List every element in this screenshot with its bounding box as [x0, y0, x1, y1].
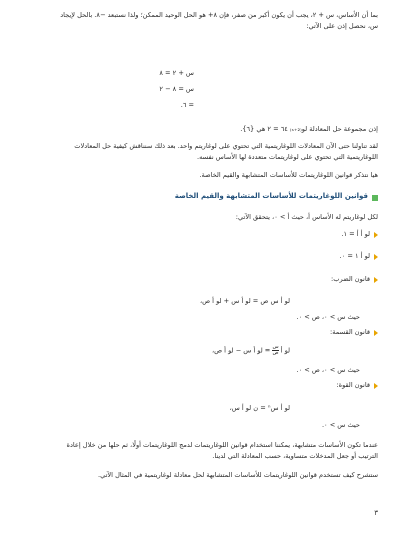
quotient-law-formula	[212, 345, 290, 357]
conclusion: إذن مجموعة حل المعادلة لو₍ₛ₊₂₎ ٦٤ = ٢ هي {٦}.	[240, 125, 378, 133]
outro-paragraph	[20, 440, 378, 462]
outro-line-1: عندما تكون الأساسات متشابهة، يمكننا استخدام قوانين اللوغاريتمات لدمج اللوغاريتمات أولًا، ثم حلها من خلال إعادة	[66, 441, 378, 449]
quotient-formula-rest: = لو أ س − لو أ ص،	[211, 346, 271, 355]
bullet-icon	[374, 254, 378, 260]
outro-line-3: ستشرح كيف تستخدم قوانين اللوغاريتمات للأساسات المتشابهة لحل معادلة لوغاريتمية في المثال الآتي.	[97, 471, 378, 479]
rule-1: لو أ أ = ١.	[341, 230, 370, 238]
step-2: س = ٨ − ٢	[159, 85, 194, 93]
intro-line-2: س، نحصل إذن على الآتي:	[306, 22, 378, 30]
bullet-icon	[374, 383, 378, 389]
paragraph-2-line-1: لقد تناولنا حتى الآن المعادلات اللوغاريتمية التي تحتوي على لوغاريتم واحد. بعد ذلك سنناقش كيفية حل المعادلات	[74, 142, 378, 150]
section-intro: لكل لوغاريتم له الأساس أ، حيث أ > ٠، يتحقق الآتي:	[235, 213, 378, 221]
quotient-numerator: س	[272, 344, 279, 350]
reminder: هيا نتذكر قوانين اللوغاريتمات للأساسات المتشابهة والقيم الخاصة.	[199, 171, 378, 179]
product-law-label: قانون الضرب:	[331, 275, 370, 283]
section-title: قوانين اللوغاريتمات للأساسات المتشابهة والقيم الخاصة	[174, 192, 368, 200]
step-1: س + ٢ = ٨	[159, 69, 194, 77]
bullet-icon	[374, 277, 378, 283]
intro-paragraph	[20, 10, 378, 32]
bullet-icon	[374, 330, 378, 336]
bullet-icon	[374, 232, 378, 238]
quotient-law-label: قانون القسمة:	[330, 328, 370, 336]
page-number: ٣	[374, 509, 378, 517]
quotient-denominator: ص	[272, 350, 279, 356]
power-law-condition: حيث س > ٠.	[321, 421, 360, 429]
quotient-log-prefix: لو أ	[280, 346, 290, 355]
quotient-law-condition: حيث س > ٠، ص > ٠.	[296, 366, 360, 374]
product-law-formula: لو أ س ص = لو أ س + لو أ ص،	[199, 297, 290, 305]
power-law-label: قانون القوة:	[336, 381, 370, 389]
power-law-formula: لو أ سⁿ = ن لو أ س،	[229, 404, 290, 412]
paragraph-2-line-2: اللوغاريتمية التي تحتوي على لوغاريتمات متعددة لها الأساس نفسه.	[197, 153, 378, 161]
intro-line-1: بما أن الأساس، س + ٢، يجب أن يكون أكبر من صفر، فإن ٨+ هو الحل الوحيد الممكن؛ ولذا نستبعد −٨. بالحل لإيجاد	[60, 11, 378, 19]
rule-2: لو أ ١ = ٠.	[339, 252, 370, 260]
section-square-icon	[372, 195, 378, 201]
outro-line-2: الترتيب أو جعل المدخلات متساوية، حسب المعادلة التي لدينا.	[212, 452, 378, 460]
paragraph-2	[20, 141, 378, 163]
quotient-fraction	[272, 345, 278, 356]
product-law-condition: حيث س > ٠، ص > ٠.	[296, 313, 360, 321]
step-3: = ٦.	[180, 101, 194, 109]
